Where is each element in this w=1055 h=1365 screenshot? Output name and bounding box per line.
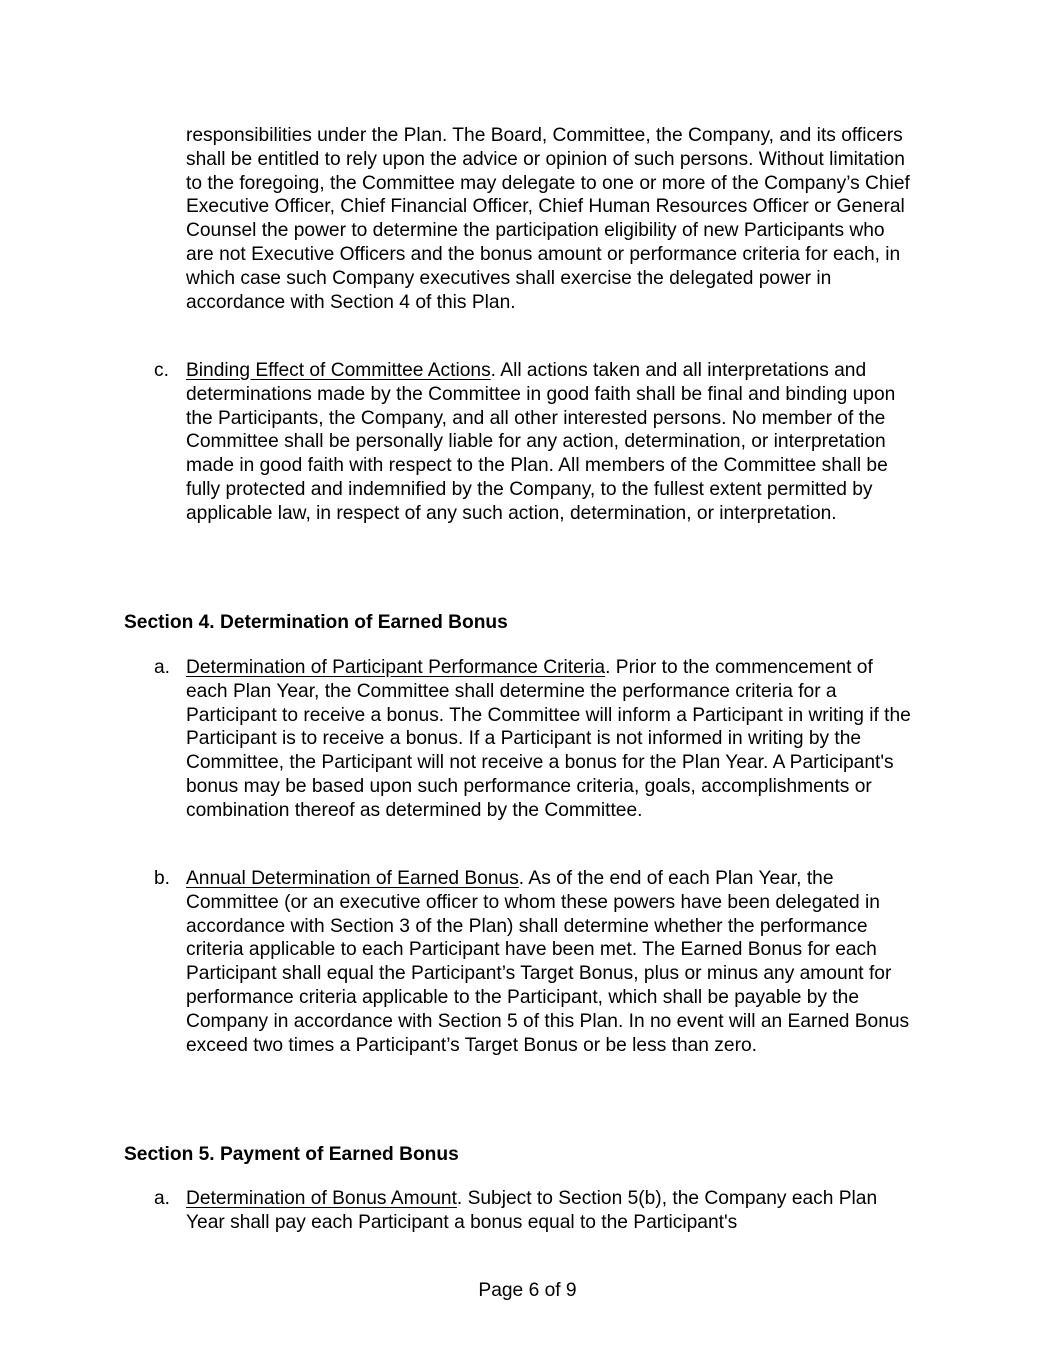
item-text xyxy=(186,1187,916,1235)
item-title: Annual Determination of Earned Bonus xyxy=(186,868,519,889)
intro-paragraph: responsibilities under the Plan. The Board, Committee, the Company, and its officers shall be entitled to rely upon the advice or opinion of such persons. Without limitation to the foregoing, the Committee may delegate to one or more of the Company’s Chief Executive Officer, Chief Financial Officer, Chief Human Resources Officer or General Counsel the power to determine the participation eligibility of new Participants who are not Executive Officers and the bonus amount or performance criteria for each, in which case such Company executives shall exercise the delegated power in accordance with Section 4 of this Plan. xyxy=(186,125,910,313)
item-letter: c. xyxy=(154,360,169,381)
item-letter: a. xyxy=(154,1188,171,1209)
item-letter: a. xyxy=(154,657,171,678)
item-letter: b. xyxy=(154,868,171,889)
item-body: . As of the end of each Plan Year, the Committee (or an executive officer to whom these powers have been delegated in accordance with Section 3 of the Plan) shall determine whether the performance criteria applicable to each Participant have been met. The Earned Bonus for each Participant shall equal the Participant’s Target Bonus, plus or minus any amount for performance criteria applicable to the Participant, which shall be payable by the Company in accordance with Section 5 of this Plan. In no event will an Earned Bonus exceed two times a Participant’s Target Bonus or be less than zero. xyxy=(186,868,910,1056)
item-text xyxy=(186,359,916,526)
item-text xyxy=(186,656,916,823)
section4-heading: Section 4. Determination of Earned Bonus xyxy=(124,612,508,633)
item-body: . Subject to Section 5(b), the Company each Plan Year shall pay each Participant a bonus equal to the Participant's xyxy=(186,1188,878,1233)
section4-item-b xyxy=(154,867,916,1057)
item-title: Binding Effect of Committee Actions xyxy=(186,360,491,381)
item-title: Determination of Participant Performance Criteria xyxy=(186,657,606,678)
page-number: Page 6 of 9 xyxy=(478,1280,577,1301)
item-text xyxy=(186,867,916,1057)
section3-item-c xyxy=(154,359,916,526)
item-body: . Prior to the commencement of each Plan Year, the Committee shall determine the performance criteria for a Participant to receive a bonus. The Committee will inform a Participant in writing if the Participant is to receive a bonus. If a Participant is not informed in writing by the Committee, the Participant will not receive a bonus for the Plan Year. A Participant's bonus may be based upon such performance criteria, goals, accomplishments or combination thereof as determined by the Committee. xyxy=(186,657,911,821)
section4-item-a xyxy=(154,656,916,823)
item-body: . All actions taken and all interpretations and determinations made by the Committee in good faith shall be final and binding upon the Participants, the Company, and all other interested persons. No member of the Committee shall be personally liable for any action, determination, or interpretation made in good faith with respect to the Plan. All members of the Committee shall be fully protected and indemnified by the Company, to the fullest extent permitted by applicable law, in respect of any such action, determination, or interpretation. xyxy=(186,360,896,524)
item-title: Determination of Bonus Amount xyxy=(186,1188,457,1209)
section5-heading: Section 5. Payment of Earned Bonus xyxy=(124,1144,459,1165)
section5-item-a xyxy=(154,1187,916,1235)
